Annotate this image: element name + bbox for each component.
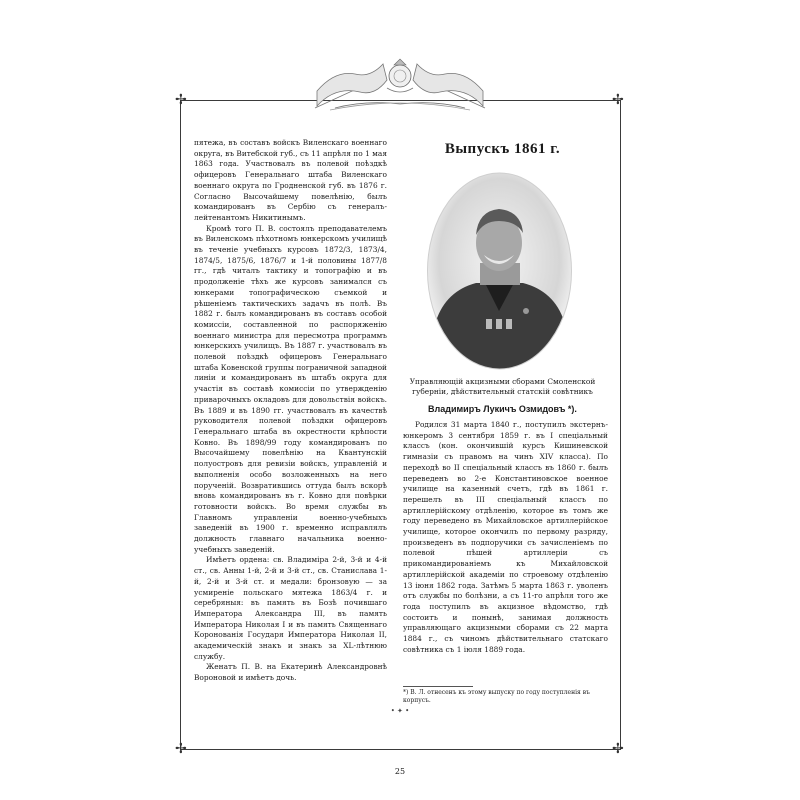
right-paragraph-1: Родился 31 марта 1840 г., поступилъ экстернъ-юнкеромъ 3 сентября 1859 г. въ I спеціальный классъ (кон. окончившій курсъ Кишиневской гимназіи съ правомъ на чинъ XIV класса). По переходѣ во II спеціальный классъ въ 1860 г. былъ переведенъ во 2-е Константиновское военное училище на казенный счетъ, гдѣ въ 1861 г. перешелъ въ III спеціальный классъ по артиллерійскому отдѣленію, которое въ томъ же году переведено въ Михайловское артиллерійское училище, которое окончилъ по первому разряду, произведенъ въ подпоручики съ зачисленіемъ по полевой пѣшей артиллеріи съ прикомандированіемъ къ Михайловской артиллерійской академіи по строевому отдѣленію 13 іюня 1862 года. Затѣмъ 5 марта 1863 г. уволенъ отъ службы по болѣзни, а съ 11-го апрѣля того же года поступилъ въ акцизное вѣдомство, гдѣ состоитъ и понынѣ, занимая должность управляющаго акцизными сборами съ 22 марта 1884 г., съ чиномъ дѣйствительнаго статскаго совѣтника съ 1 іюля 1889 года. — [403, 420, 608, 654]
corner-ornament-bottom-right: ✢ — [612, 741, 624, 757]
footnote: *) В. Л. отнесенъ къ этому выпуску по году поступленія въ корпусъ. — [403, 689, 590, 704]
portrait-photo — [426, 171, 573, 371]
left-paragraph-1: пятежа, въ составъ войскъ Виленскаго военнаго округа, въ Витебской губ., съ 11 апрѣля по 1 мая 1863 года. Участвовалъ въ полевой поѣздкѣ офицеровъ Генеральнаго штаба Виленскаго военнаго округа по Гродненской губ. въ 1876 г. Согласно Высочайшему повелѣнію, былъ командированъ въ Сербію съ генералъ-лейтенантомъ Никитинымъ. — [194, 138, 387, 222]
issue-title: Выпускъ 1861 г. — [444, 141, 561, 157]
corner-ornament-bottom-left: ✢ — [175, 741, 187, 757]
corner-ornament-top-right: ✢ — [612, 92, 624, 108]
right-column-text — [403, 420, 608, 655]
person-name: Владимиръ Лукичъ Озмидовъ *). — [428, 404, 577, 414]
left-paragraph-2: Кромѣ того П. В. состоялъ преподавателемъ въ Виленскомъ пѣхотномъ юнкерскомъ училищѣ въ теченіе учебныхъ курсовъ 1872/3, 1873/4, 1874/5, 1875/6, 1876/7 и 1-й половины 1877/8 гг., гдѣ читалъ тактику и топографію и въ продолженіе тѣхъ же курсовъ занимался съ юнкерами топографическою съемкой и рѣшеніемъ тактическихъ задачъ въ полѣ. Въ 1882 г. былъ командированъ въ составъ особой комиссіи, составленной по распоряженію военнаго министра для пересмотра программъ юнкерскихъ училищъ. Въ 1887 г. участвовалъ въ полевой поѣздкѣ офицеровъ Генеральнаго штаба Ковенской группы пограничной западной линіи и командированъ въ штабъ округа для участія въ составѣ комиссіи по утвержденію приварочныхъ окладовъ для довольствія войскъ. Въ 1889 и въ 1890 гг. участвовалъ въ качествѣ руководителя полевой поѣздки офицеровъ Генеральнаго штаба въ окрестности крѣпости Ковно. Въ 1898/99 году командированъ по Высочайшему повелѣнію на Квантунскій полуостровъ для ревизіи войскъ, управленій и выполненія особо возложенныхъ на него порученій. Возвратившись оттуда былъ вскорѣ вновь командированъ въ г. Ковно для повѣрки готовности войскъ. Во время службы въ Главномъ управленіи военно-учебныхъ заведеній въ 1900 г. временно исправлялъ должность главнаго начальника военно-учебныхъ заведеній. — [194, 223, 387, 554]
emblem-with-flags — [305, 56, 495, 111]
left-paragraph-3: Имѣетъ ордена: св. Владиміра 2-й, 3-й и 4-й ст., св. Анны 1-й, 2-й и 3-й ст., св. Станислава 1-й, 2-й и 3-й ст. и медали: бронзовую — за усмиреніе польскаго мятежа 1863/4 г. и серебряныя: въ память въ Бозѣ почившаго Императора Александра III, въ память Императора Николая I и въ память Священнаго Коронованія Государя Императора Николая II, академическій знакъ и знакъ за XL-лѣтнюю службу. — [194, 555, 387, 661]
bottom-ornament: • ✦ • — [390, 707, 410, 715]
left-paragraph-4: Женатъ П. В. на Екатеринѣ Александровнѣ Вороновой и имѣетъ дочь. — [194, 662, 387, 683]
page-number: 25 — [394, 767, 406, 776]
footnote-rule — [403, 686, 473, 687]
portrait-caption: Управляющій акцизными сборами Смоленской губерніи, дѣйствительный статскій совѣтникъ — [409, 377, 596, 396]
left-column-text — [194, 138, 387, 684]
corner-ornament-top-left: ✢ — [175, 92, 187, 108]
